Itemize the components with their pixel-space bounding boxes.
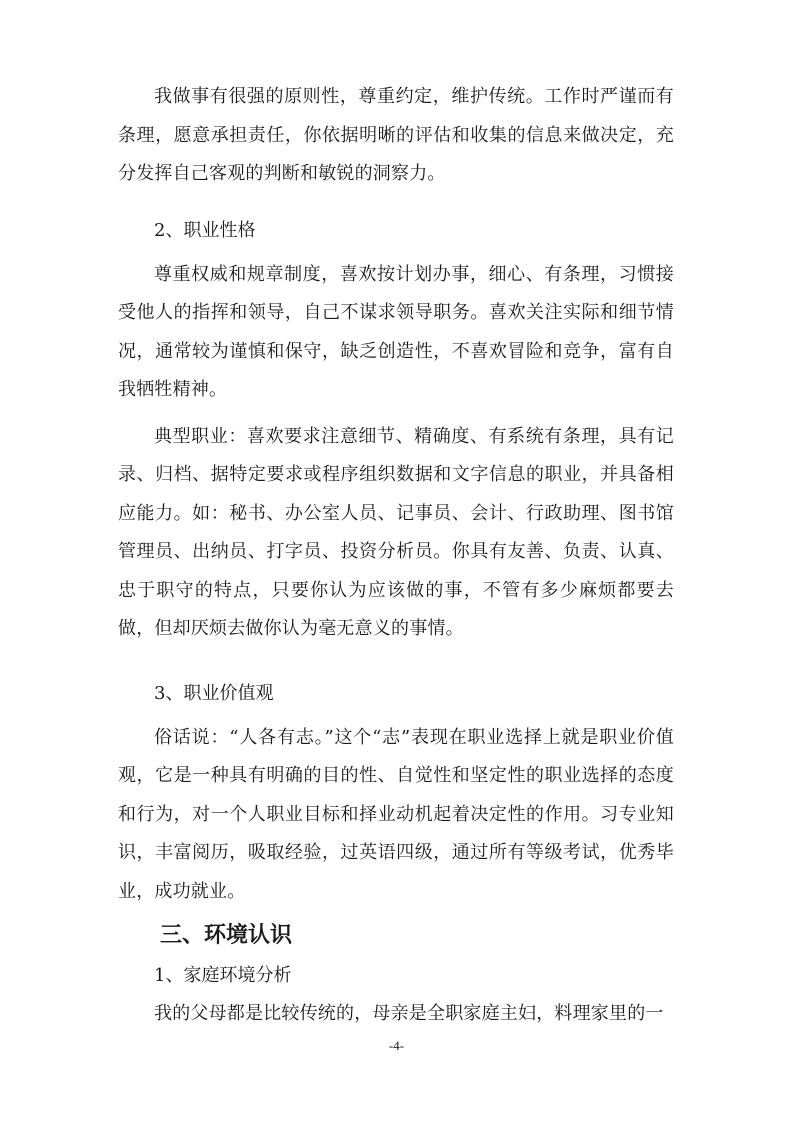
paragraph-typical-jobs: 典型职业：喜欢要求注意细节、精确度、有系统有条理，具有记录、归档、据特定要求或程序组织数据和文字信息的职业，并具备相应能力。如：秘书、办公室人员、记事员、会计、行政助理、图书馆管理员、出纳员、打字员、投资分析员。你具有友善、负责、认真、忠于职守的特点，只要你认为应该做的事，不管有多少麻烦都要去做，但却厌烦去做你认为毫无意义的事情。	[118, 425, 674, 639]
section-title-environment: 三、环境认识	[160, 923, 293, 948]
heading-career-values: 3、职业价值观	[154, 682, 274, 704]
paragraph-career-values: 俗话说：“人各有志。”这个“志”表现在职业选择上就是职业价值观，它是一种具有明确的目的性、自觉性和坚定性的职业选择的态度和行为，对一个人职业目标和择业动机起着决定性的作用。习专业知识，丰富阅历，吸取经验，过英语四级，通过所有等级考试，优秀毕业，成功就业。	[118, 726, 674, 902]
document-page	[118, 78, 674, 1034]
page-number: -4-	[388, 1038, 405, 1053]
paragraph-family: 我的父母都是比较传统的，母亲是全职家庭主妇，料理家里的一	[154, 1003, 664, 1024]
heading-family-environment: 1、家庭环境分析	[154, 965, 292, 986]
paragraph-personality: 尊重权威和规章制度，喜欢按计划办事，细心、有条理，习惯接受他人的指挥和领导，自己不谋求领导职务。喜欢关注实际和细节情况，通常较为谨慎和保守，缺乏创造性，不喜欢冒险和竞争，富有自我牺牲精神。	[118, 263, 674, 400]
paragraph-principles: 我做事有很强的原则性，尊重约定，维护传统。工作时严谨而有条理，愿意承担责任，你依据明晰的评估和收集的信息来做决定，充分发挥自己客观的判断和敏锐的洞察力。	[118, 86, 674, 184]
heading-career-personality: 2、职业性格	[154, 219, 256, 241]
